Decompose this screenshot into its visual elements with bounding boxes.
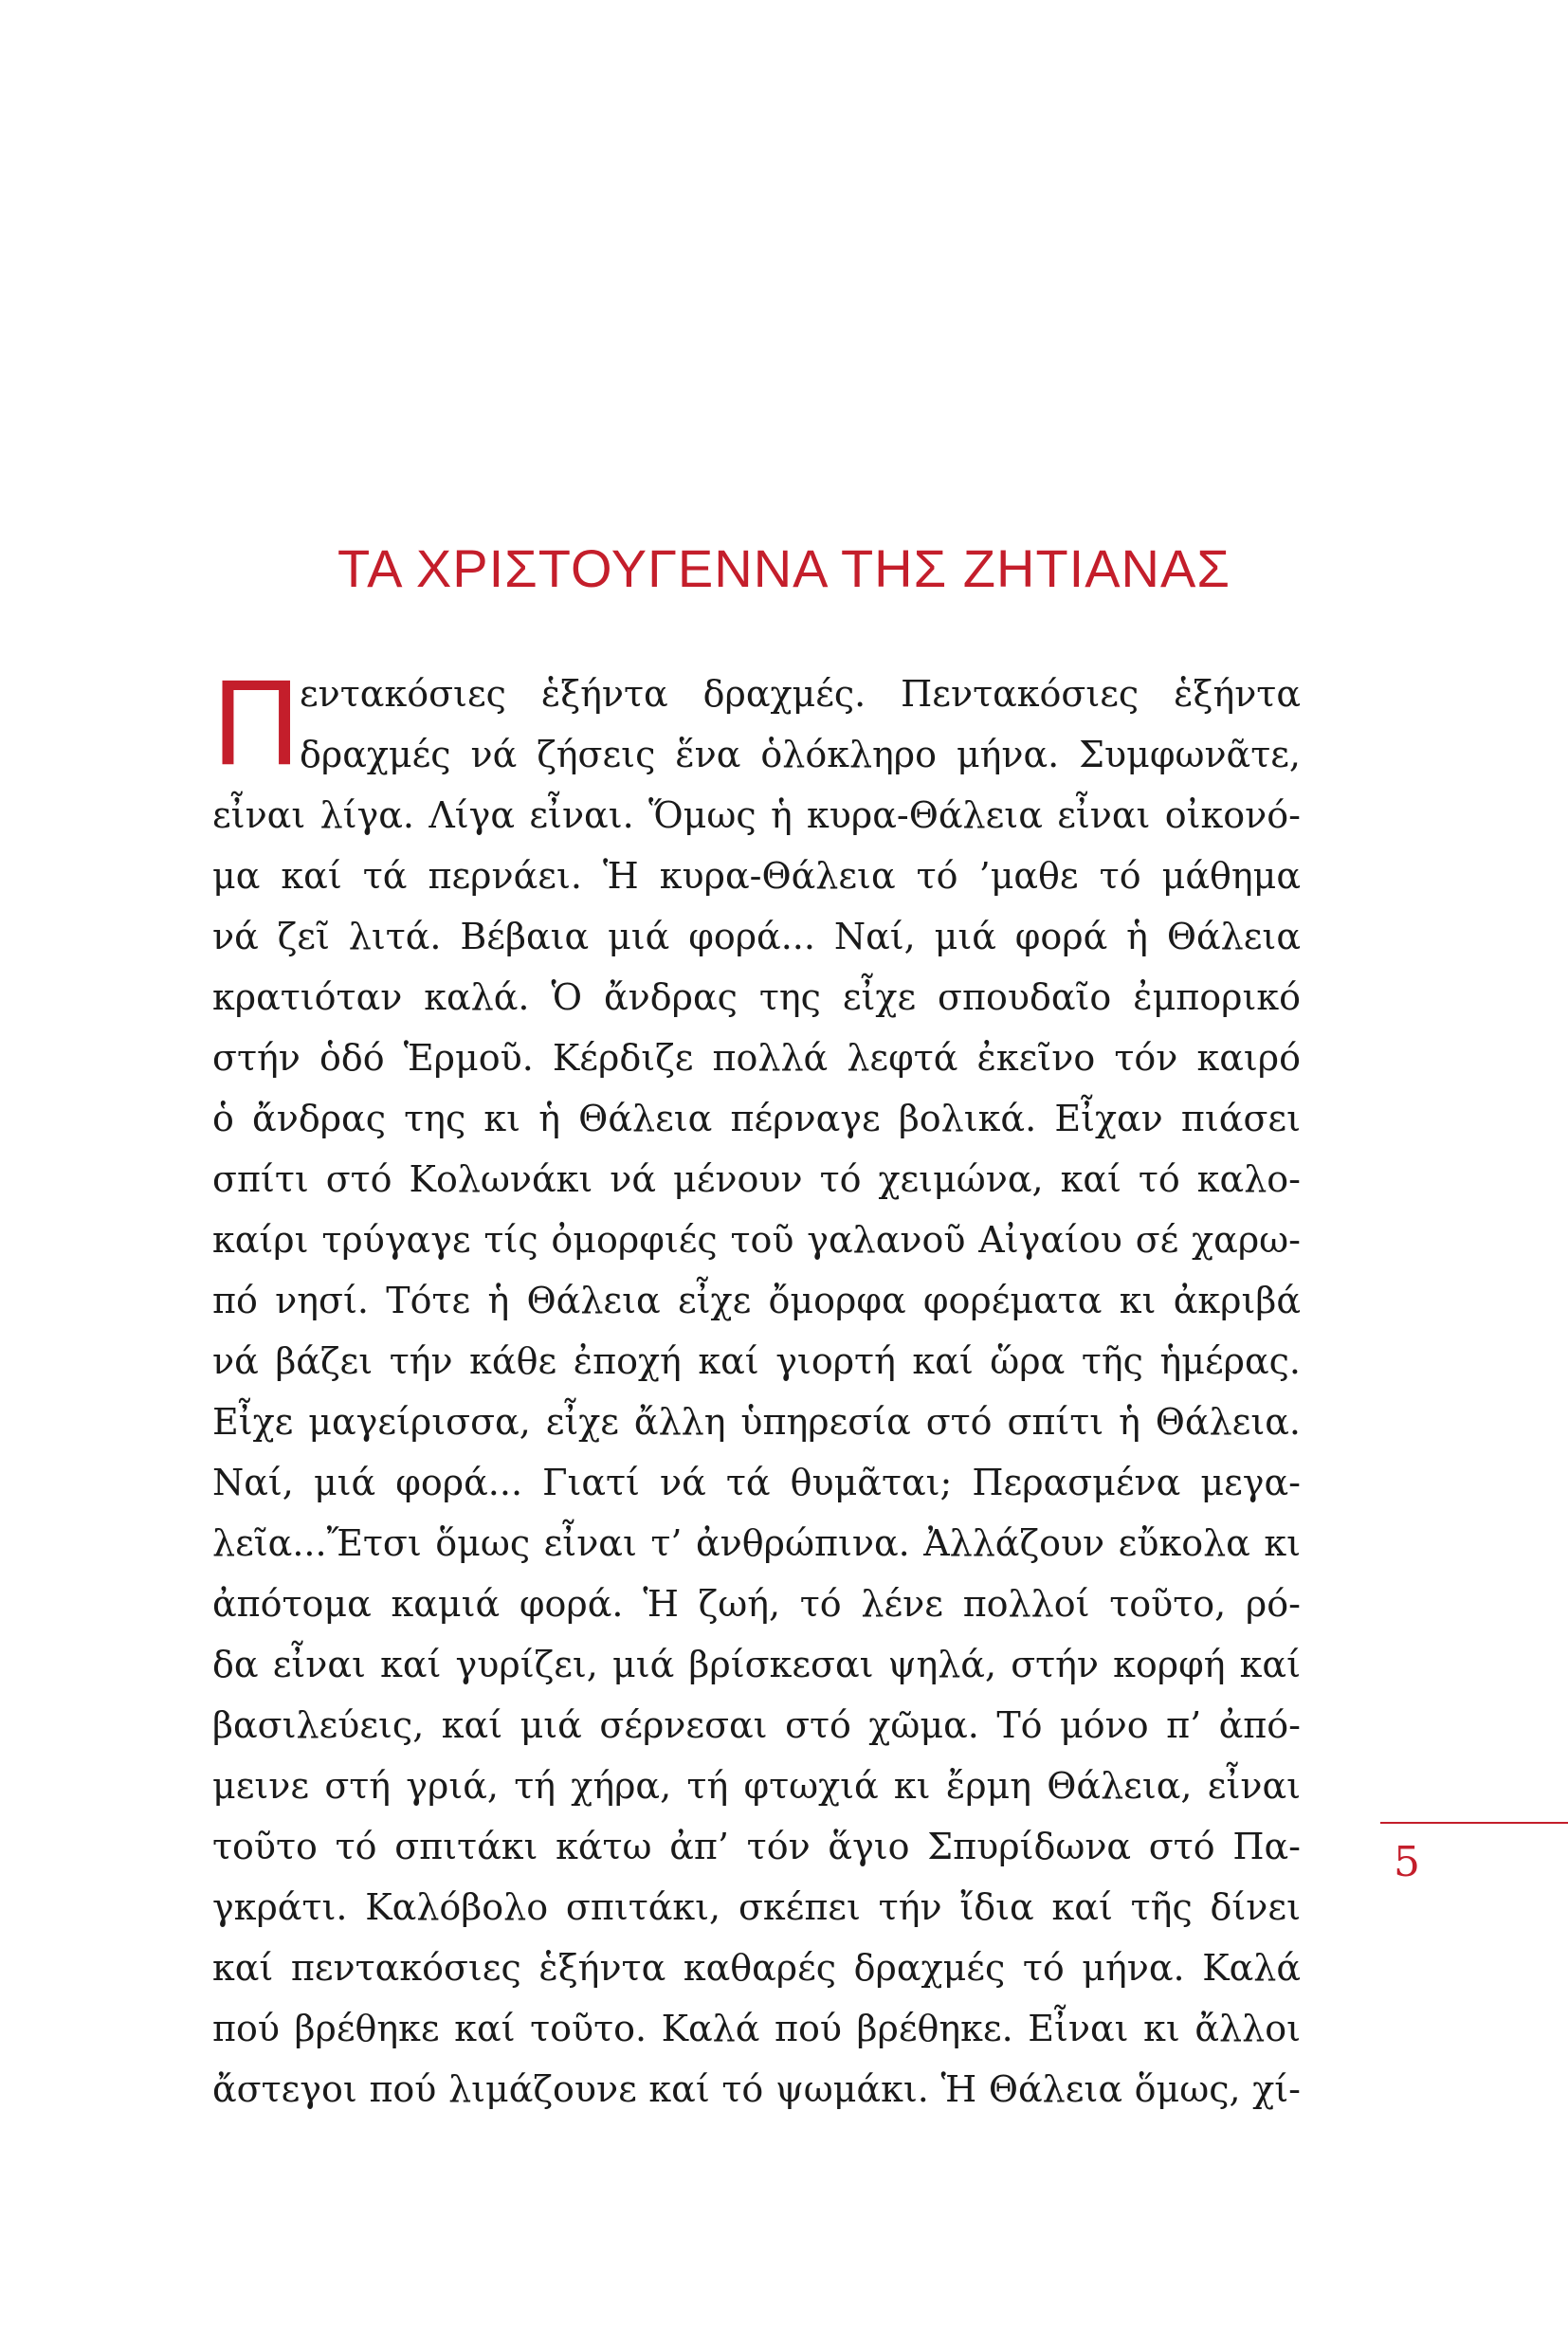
text-line: γκράτι. Καλόβολο σπιτάκι, σκέπει τήν ἴδια καί τῆς δίνει [212,1886,1301,1928]
text-line: σπίτι στό Κολωνάκι νά μένουν τό χειμώνα, καί τό καλο- [212,1158,1301,1200]
text-line: νά βάζει τήν κάθε ἐποχή καί γιορτή καί ὥρα τῆς ἡμέρας. [212,1340,1301,1382]
text-line: δραχμές νά ζήσεις ἕνα ὁλόκληρο μήνα. Συμφωνᾶτε, [300,734,1301,775]
text-line: μεινε στή γριά, τή χήρα, τή φτωχιά κι ἔρμη Θάλεια, εἶναι [212,1765,1301,1807]
text-line: καί πεντακόσιες ἑξήντα καθαρές δραχμές τό μήνα. Καλά [212,1947,1301,1989]
text-line: στήν ὁδό Ἑρμοῦ. Κέρδιζε πολλά λεφτά ἐκεῖνο τόν καιρό [212,1037,1301,1079]
text-line: μα καί τά περνάει. Ἡ κυρα-Θάλεια τό ’μαθε τό μάθημα [212,855,1301,897]
text-line: καίρι τρύγαγε τίς ὀμορφιές τοῦ γαλανοῦ Αἰγαίου σέ χαρω- [212,1219,1301,1261]
text-line: κρατιόταν καλά. Ὁ ἄνδρας της εἶχε σπουδαῖο ἐμπορικό [212,976,1301,1018]
drop-cap: Π [212,655,301,791]
text-line: λεῖα...Ἔτσι ὅμως εἶναι τ’ ἀνθρώπινα. Ἀλλάζουν εὔκολα κι [212,1522,1301,1564]
text-line: πό νησί. Τότε ἡ Θάλεια εἶχε ὄμορφα φορέματα κι ἀκριβά [212,1280,1301,1321]
page-number: 5 [1394,1838,1420,1886]
text-line: Ναί, μιά φορά... Γιατί νά τά θυμᾶται; Περασμένα μεγα- [212,1462,1301,1503]
page-number-rule [1380,1822,1568,1824]
chapter-title: ΤΑ ΧΡΙΣΤΟΥΓΕΝΝΑ ΤΗΣ ΖΗΤΙΑΝΑΣ [337,538,1231,598]
text-line: ἄστεγοι πού λιμάζουνε καί τό ψωμάκι. Ἡ Θάλεια ὅμως, χί- [212,2068,1301,2110]
text-line: τοῦτο τό σπιτάκι κάτω ἀπ’ τόν ἅγιο Σπυρίδωνα στό Πα- [212,1826,1301,1867]
text-line: βασιλεύεις, καί μιά σέρνεσαι στό χῶμα. Τό μόνο π’ ἀπό- [212,1704,1301,1746]
text-line: εἶναι λίγα. Λίγα εἶναι. Ὅμως ἡ κυρα-Θάλεια εἶναι οἰκονό- [212,794,1301,836]
text-line: νά ζεῖ λιτά. Βέβαια μιά φορά... Ναί, μιά φορά ἡ Θάλεια [212,916,1301,957]
text-line: Εἶχε μαγείρισσα, εἶχε ἄλλη ὑπηρεσία στό σπίτι ἡ Θάλεια. [212,1401,1301,1443]
text-line: ὁ ἄνδρας της κι ἡ Θάλεια πέρναγε βολικά. Εἶχαν πιάσει [212,1098,1301,1139]
text-line: πού βρέθηκε καί τοῦτο. Καλά πού βρέθηκε. Εἶναι κι ἄλλοι [212,2008,1301,2049]
text-line: ἀπότομα καμιά φορά. Ἡ ζωή, τό λένε πολλοί τοῦτο, ρό- [212,1583,1301,1625]
text-line: δα εἶναι καί γυρίζει, μιά βρίσκεσαι ψηλά, στήν κορφή καί [212,1644,1301,1685]
text-line: εντακόσιες ἑξήντα δραχμές. Πεντακόσιες ἑξήντα [300,673,1301,715]
